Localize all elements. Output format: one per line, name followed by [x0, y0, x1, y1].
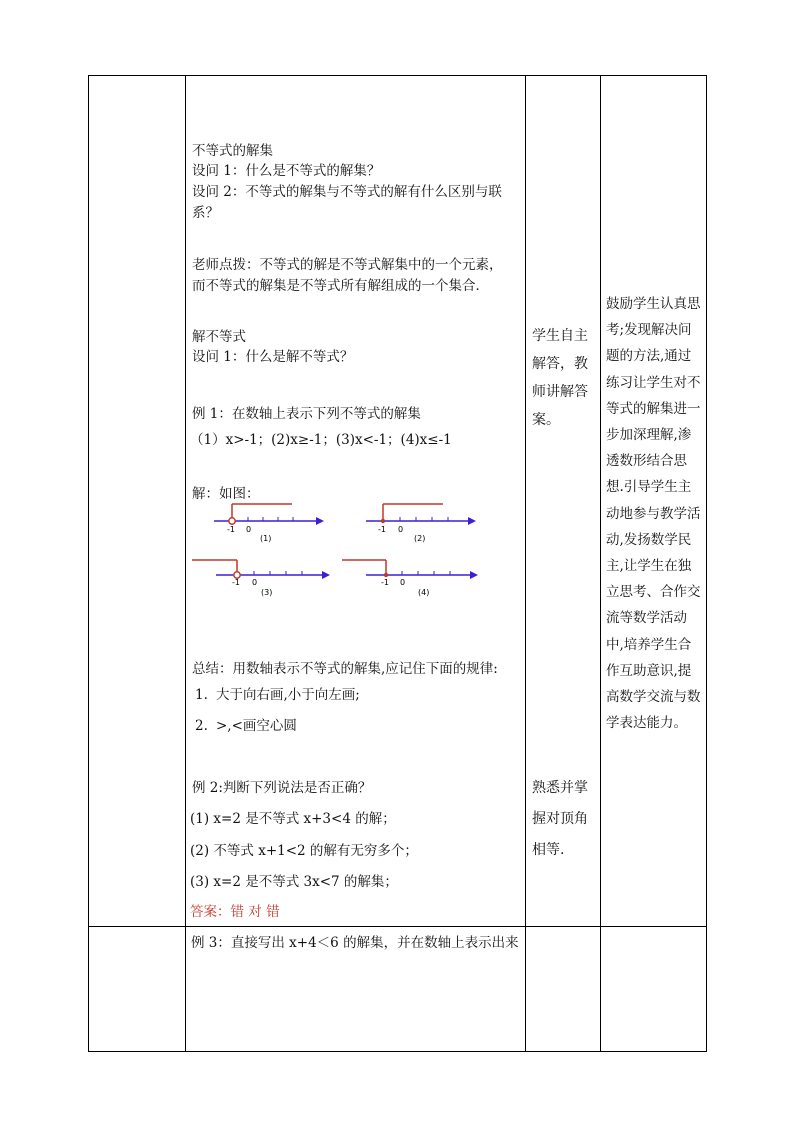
table-right-border [706, 75, 707, 1052]
question-2-line2: 系？ [192, 205, 219, 221]
tick-label-minus-one: -1 [227, 525, 235, 534]
table-top-border [88, 75, 707, 76]
tick-label-zero: 0 [252, 578, 258, 587]
summary: 总结：用数轴表示不等式的解集,应记住下面的规律: [192, 661, 498, 677]
rule-2-number: 2. [195, 718, 208, 734]
teacher-tip-line2: 而不等式的解集是不等式所有解组成的一个集合． [192, 278, 489, 294]
tick-label-zero: 0 [398, 525, 404, 534]
example-1: 例 1：在数轴上表示下列不等式的解集 [192, 406, 421, 422]
example-2-item-3: (3) x=2 是不等式 3x<7 的解集； [190, 874, 398, 890]
example-3: 例 3：直接写出 x+4＜6 的解集，并在数轴上表示出来 [191, 935, 519, 951]
diagram-caption-1: (1) [260, 534, 272, 543]
tick-label-minus-one: -1 [232, 578, 240, 587]
diagram-caption-4: (4) [418, 588, 430, 597]
number-line-1 [214, 504, 324, 543]
tick-label-zero: 0 [246, 525, 252, 534]
teacher-tip-line1: 老师点拨：不等式的解是不等式解集中的一个元素， [192, 257, 503, 273]
diagram-caption-2: (2) [414, 534, 426, 543]
question-3: 设问 1：什么是解不等式？ [192, 349, 354, 365]
diagram-caption-3: (3) [261, 588, 273, 597]
design-intent: 鼓励学生认真思考;发现解决问题的方法,通过练习让学生对不等式的解集进一步加深理解,渗透数形结合思想.引导学生主动地参与教学活动,发扬数学民主,让学生在独立思考、合作交流等数学活动中,培养学生合作互助意识,提高数学交流与数学表达能力。 [606, 296, 701, 732]
rule-1-number: 1. [195, 687, 208, 703]
answer: 答案：错 对 错 [190, 904, 280, 920]
student-activity-2: 熟悉并掌握对顶角相等. [532, 780, 588, 858]
number-line-3 [192, 560, 330, 597]
number-line-4 [342, 560, 478, 597]
example-2-item-1: (1) x=2 是不等式 x+3<4 的解； [190, 811, 396, 827]
tick-label-minus-one: -1 [381, 578, 389, 587]
solution-label: 解：如图： [192, 486, 260, 502]
question-2-line1: 设问 2：不等式的解集与不等式的解有什么区别与联 [192, 184, 502, 200]
section-heading-solve: 解不等式 [192, 329, 246, 345]
tick-label-minus-one: -1 [378, 525, 386, 534]
row-divider [88, 926, 707, 927]
question-1: 设问 1：什么是不等式的解集？ [192, 163, 381, 179]
rule-2: >,<画空心圆 [216, 718, 297, 734]
col-divider-2 [525, 75, 526, 1052]
number-line-2 [366, 504, 476, 543]
example-1-items: （1）x>-1；(2)x≥-1；(3)x<-1；(4)x≤-1 [190, 432, 452, 448]
example-2-item-2: (2) 不等式 x+1<2 的解有无穷多个； [190, 843, 418, 859]
rule-1: 大于向右画,小于向左画; [216, 687, 360, 703]
table-left-border [88, 75, 89, 1052]
number-line-diagrams [186, 495, 524, 605]
student-activity-1: 学生自主解答，教师讲解答案。 [532, 328, 588, 428]
section-heading-solution-set: 不等式的解集 [192, 143, 273, 159]
tick-label-zero: 0 [400, 578, 406, 587]
col-divider-3 [600, 75, 601, 1052]
table-bottom-border [88, 1051, 707, 1052]
example-2: 例 2:判断下列说法是否正确？ [192, 780, 372, 796]
